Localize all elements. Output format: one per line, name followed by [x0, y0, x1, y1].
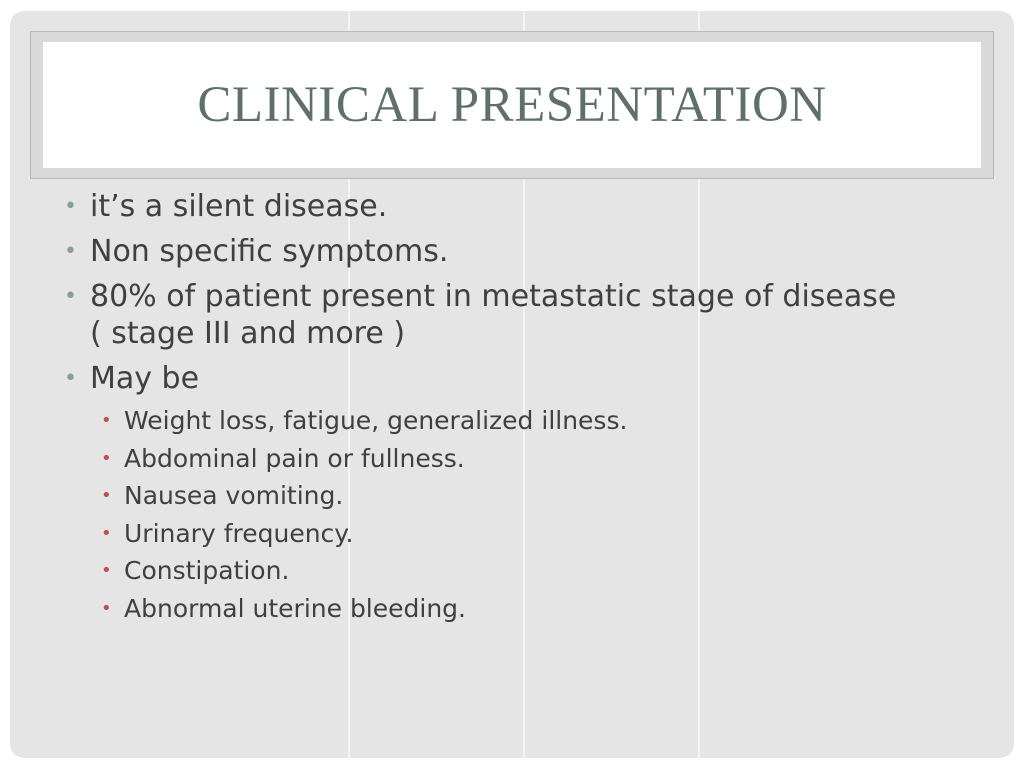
sub-bullet-item	[58, 480, 898, 512]
sub-bullet-item	[58, 443, 898, 475]
sub-bullet-dot-icon: •	[101, 522, 112, 544]
sub-bullet-text: Weight loss, fatigue, generalized illness.	[124, 406, 628, 435]
bullet-text: 80% of patient present in metastatic stage of disease ( stage III and more )	[90, 279, 897, 351]
bullet-item	[58, 188, 898, 225]
sub-bullet-dot-icon: •	[101, 560, 112, 581]
bullet-item	[58, 360, 898, 397]
sub-bullet-text: Nausea vomiting.	[124, 481, 344, 510]
slide-title: CLINICAL PRESENTATION	[197, 77, 827, 133]
sub-bullet-text: Urinary frequency.	[124, 518, 354, 548]
sub-bullet-dot-icon: •	[101, 485, 112, 506]
sub-bullet-item	[58, 593, 898, 625]
sub-bullet-dot-icon: •	[101, 597, 112, 619]
sub-bullet-dot-icon: •	[101, 447, 112, 469]
bullet-text: it’s a silent disease.	[90, 189, 388, 224]
bullet-dot-icon: •	[64, 239, 77, 264]
bullet-dot-icon: •	[64, 194, 77, 219]
sub-bullet-item	[58, 405, 898, 437]
sub-bullet-list	[58, 405, 898, 625]
bullet-item	[58, 278, 898, 352]
sub-bullet-text: Abnormal uterine bleeding.	[124, 593, 466, 623]
bullet-dot-icon: •	[64, 366, 77, 391]
bullet-list	[58, 188, 898, 630]
bullet-text: Non specific symptoms.	[90, 234, 449, 269]
sub-bullet-text: Constipation.	[124, 556, 290, 585]
bullet-dot-icon: •	[64, 284, 77, 309]
sub-bullet-item	[58, 518, 898, 550]
title-frame	[30, 31, 994, 179]
title-box	[43, 42, 981, 168]
bullet-item	[58, 233, 898, 270]
sub-bullet-text: Abdominal pain or fullness.	[124, 443, 465, 473]
bullet-text: May be	[90, 361, 200, 396]
sub-bullet-dot-icon: •	[101, 410, 112, 431]
sub-bullet-item	[58, 555, 898, 587]
